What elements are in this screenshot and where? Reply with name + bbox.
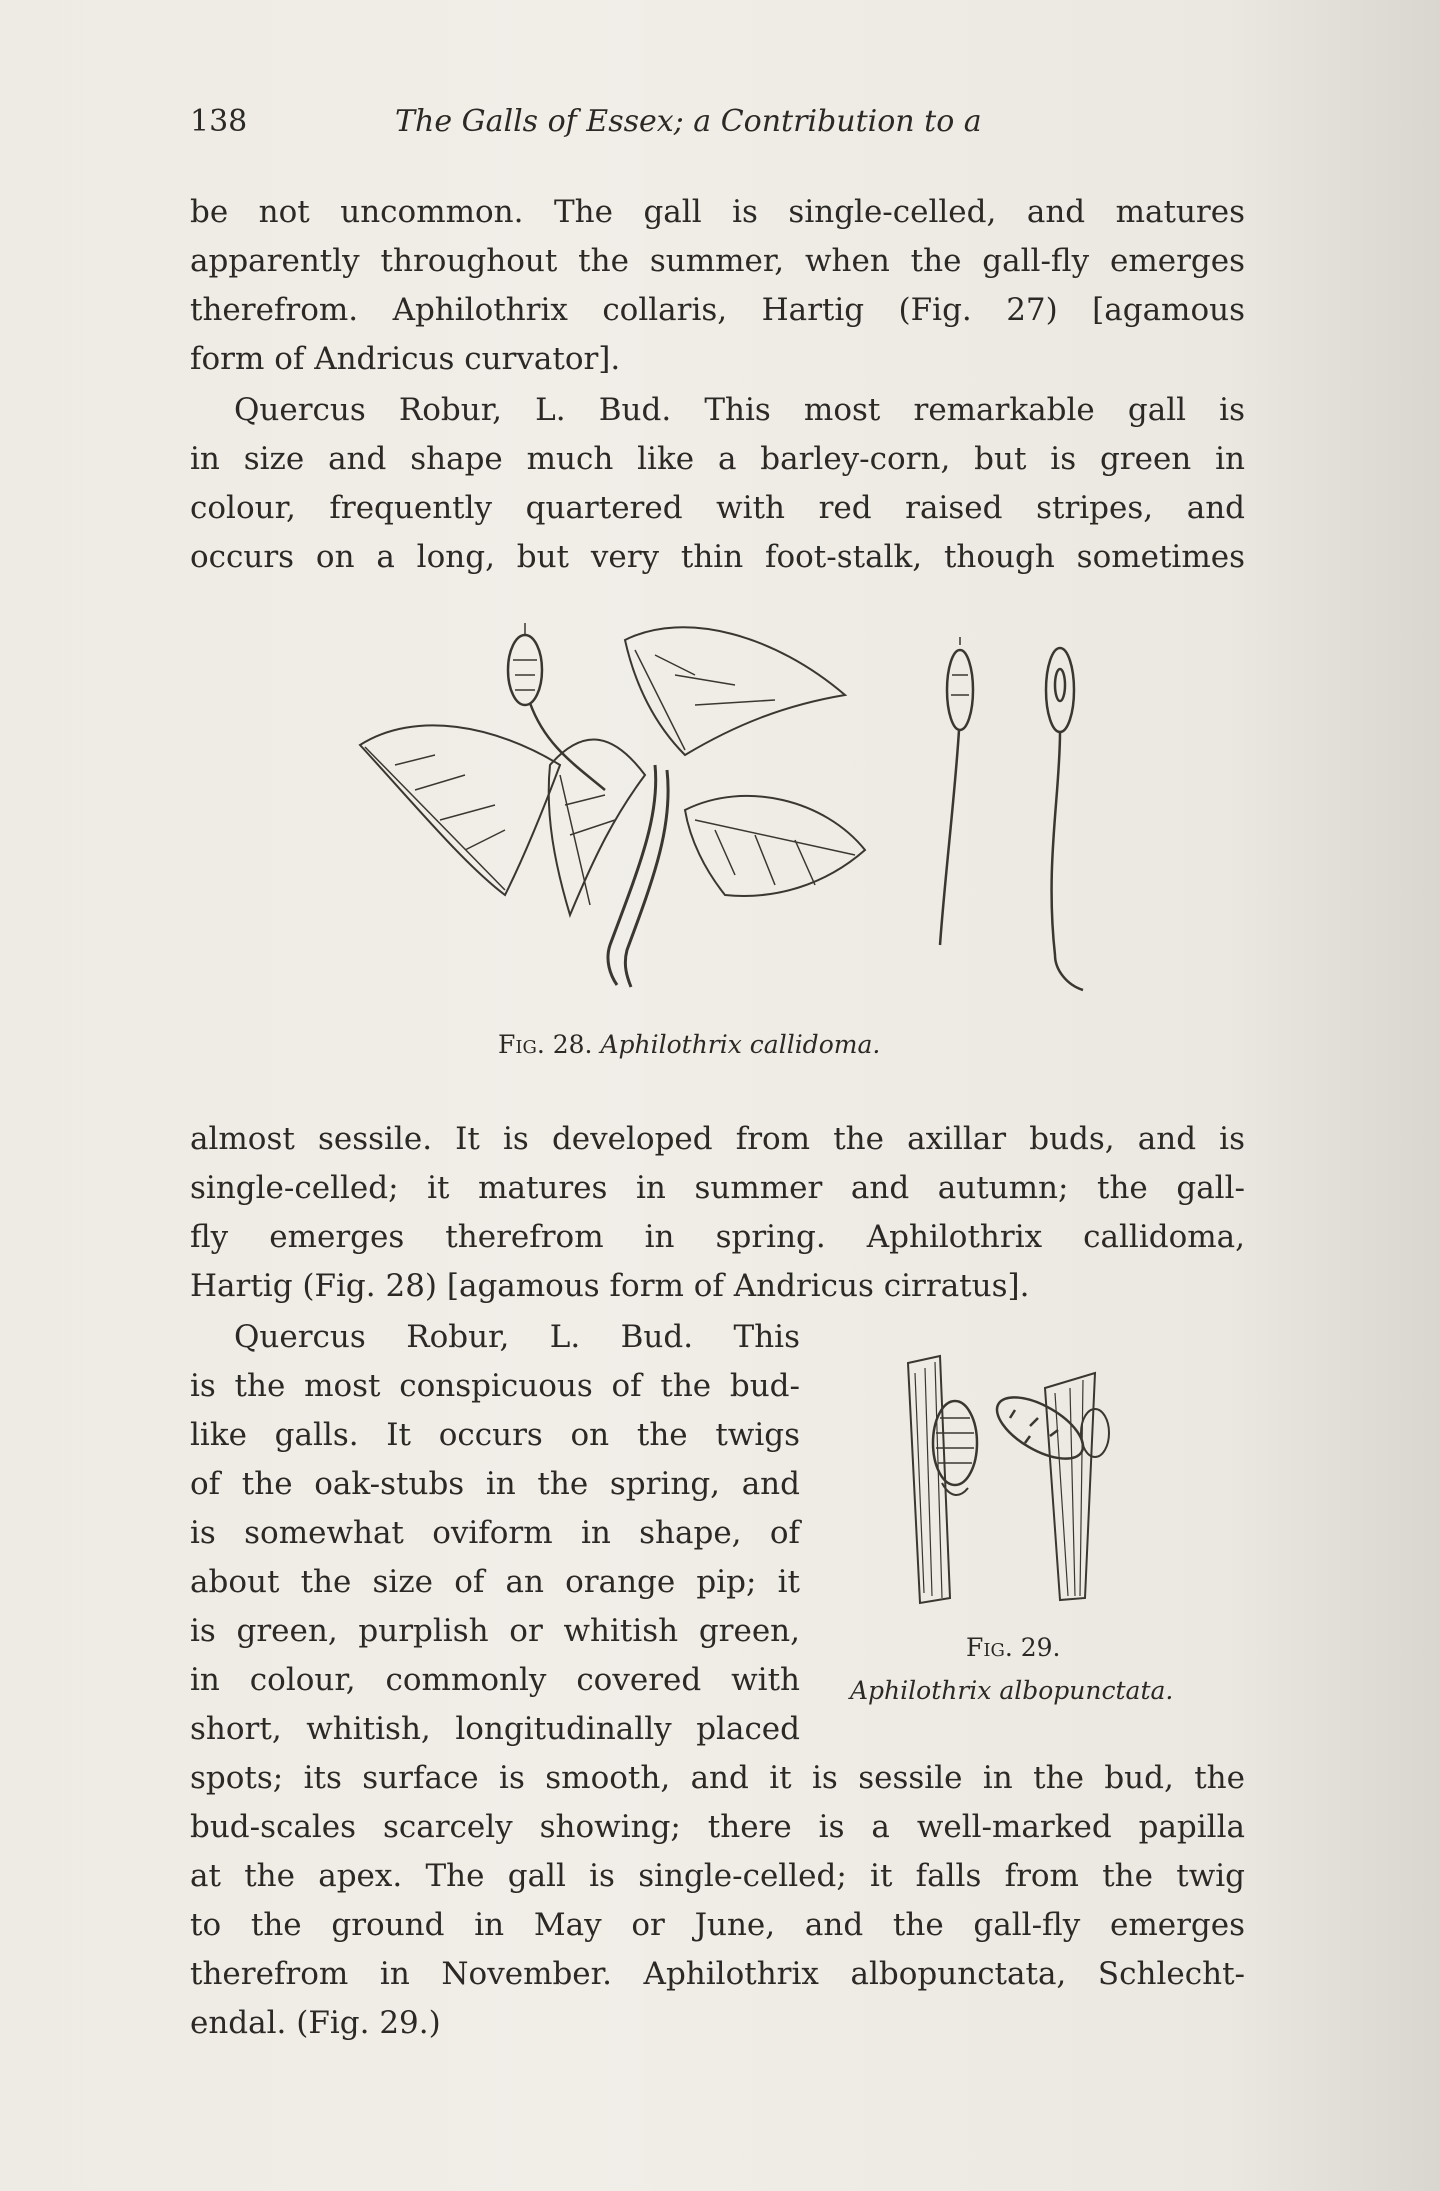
text-line: in colour, commonly covered with xyxy=(190,1662,800,1698)
figure-29-label: Fig. 29. xyxy=(966,1633,1061,1662)
text-line: colour, frequently quartered with red raised stripes, and xyxy=(190,490,1245,526)
paragraph-1 xyxy=(190,188,1245,384)
text-line: therefrom in November. Aphilothrix albopunctata, Schlecht- xyxy=(190,1956,1245,1992)
figure-29-name: Aphilothrix albopunctata. xyxy=(850,1676,1174,1705)
page-number: 138 xyxy=(190,104,248,139)
text-line: occurs on a long, but very thin foot-stalk, though sometimes xyxy=(190,539,1245,575)
paragraph-4-narrow xyxy=(190,1313,800,1754)
text-line: is the most conspicuous of the bud- xyxy=(190,1368,800,1404)
text-line: about the size of an orange pip; it xyxy=(190,1564,800,1600)
text-line: short, whitish, longitudinally placed xyxy=(190,1711,800,1747)
text-line: of the oak-stubs in the spring, and xyxy=(190,1466,800,1502)
text-line: therefrom. Aphilothrix collaris, Hartig (Fig. 27) [agamous xyxy=(190,292,1245,328)
text-line: like galls. It occurs on the twigs xyxy=(190,1417,800,1453)
text-line: be not uncommon. The gall is single-celled, and matures xyxy=(190,194,1245,230)
text-line: almost sessile. It is developed from the axillar buds, and is xyxy=(190,1121,1245,1157)
text-line: to the ground in May or June, and the gall-fly emerges xyxy=(190,1907,1245,1943)
paragraph-3 xyxy=(190,1115,1245,1311)
text-line: is somewhat oviform in shape, of xyxy=(190,1515,800,1551)
figure-28-illustration xyxy=(355,615,1115,1010)
text-line: form of Andricus curvator]. xyxy=(190,341,621,377)
page-header xyxy=(190,104,1070,144)
text-line: is green, purplish or whitish green, xyxy=(190,1613,800,1649)
figure-29-caption xyxy=(850,1676,1173,1705)
text-line: at the apex. The gall is single-celled; it falls from the twig xyxy=(190,1858,1245,1894)
text-line: spots; its surface is smooth, and it is sessile in the bud, the xyxy=(190,1760,1245,1796)
text-line: Quercus Robur, L. Bud. This most remarkable gall is xyxy=(234,392,1245,428)
text-line: in size and shape much like a barley-corn, but is green in xyxy=(190,441,1245,477)
figure-29-illustration xyxy=(880,1348,1170,1608)
running-title: The Galls of Essex; a Contribution to a xyxy=(395,104,982,139)
text-line: bud-scales scarcely showing; there is a well-marked papilla xyxy=(190,1809,1245,1845)
text-line: apparently throughout the summer, when the gall-fly emerges xyxy=(190,243,1245,279)
figure-28-name: Aphilothrix callidoma. xyxy=(600,1030,881,1059)
figure-28-caption xyxy=(498,1030,880,1059)
figure-28-label: Fig. 28. xyxy=(498,1030,593,1059)
text-line: single-celled; it matures in summer and autumn; the gall- xyxy=(190,1170,1245,1206)
paragraph-4-full xyxy=(190,1754,1245,2048)
paragraph-2 xyxy=(190,386,1245,582)
text-line: Quercus Robur, L. Bud. This xyxy=(234,1319,800,1355)
text-line: Hartig (Fig. 28) [agamous form of Andricus cirratus]. xyxy=(190,1268,1030,1304)
text-line: endal. (Fig. 29.) xyxy=(190,2005,441,2041)
text-line: fly emerges therefrom in spring. Aphilothrix callidoma, xyxy=(190,1219,1245,1255)
